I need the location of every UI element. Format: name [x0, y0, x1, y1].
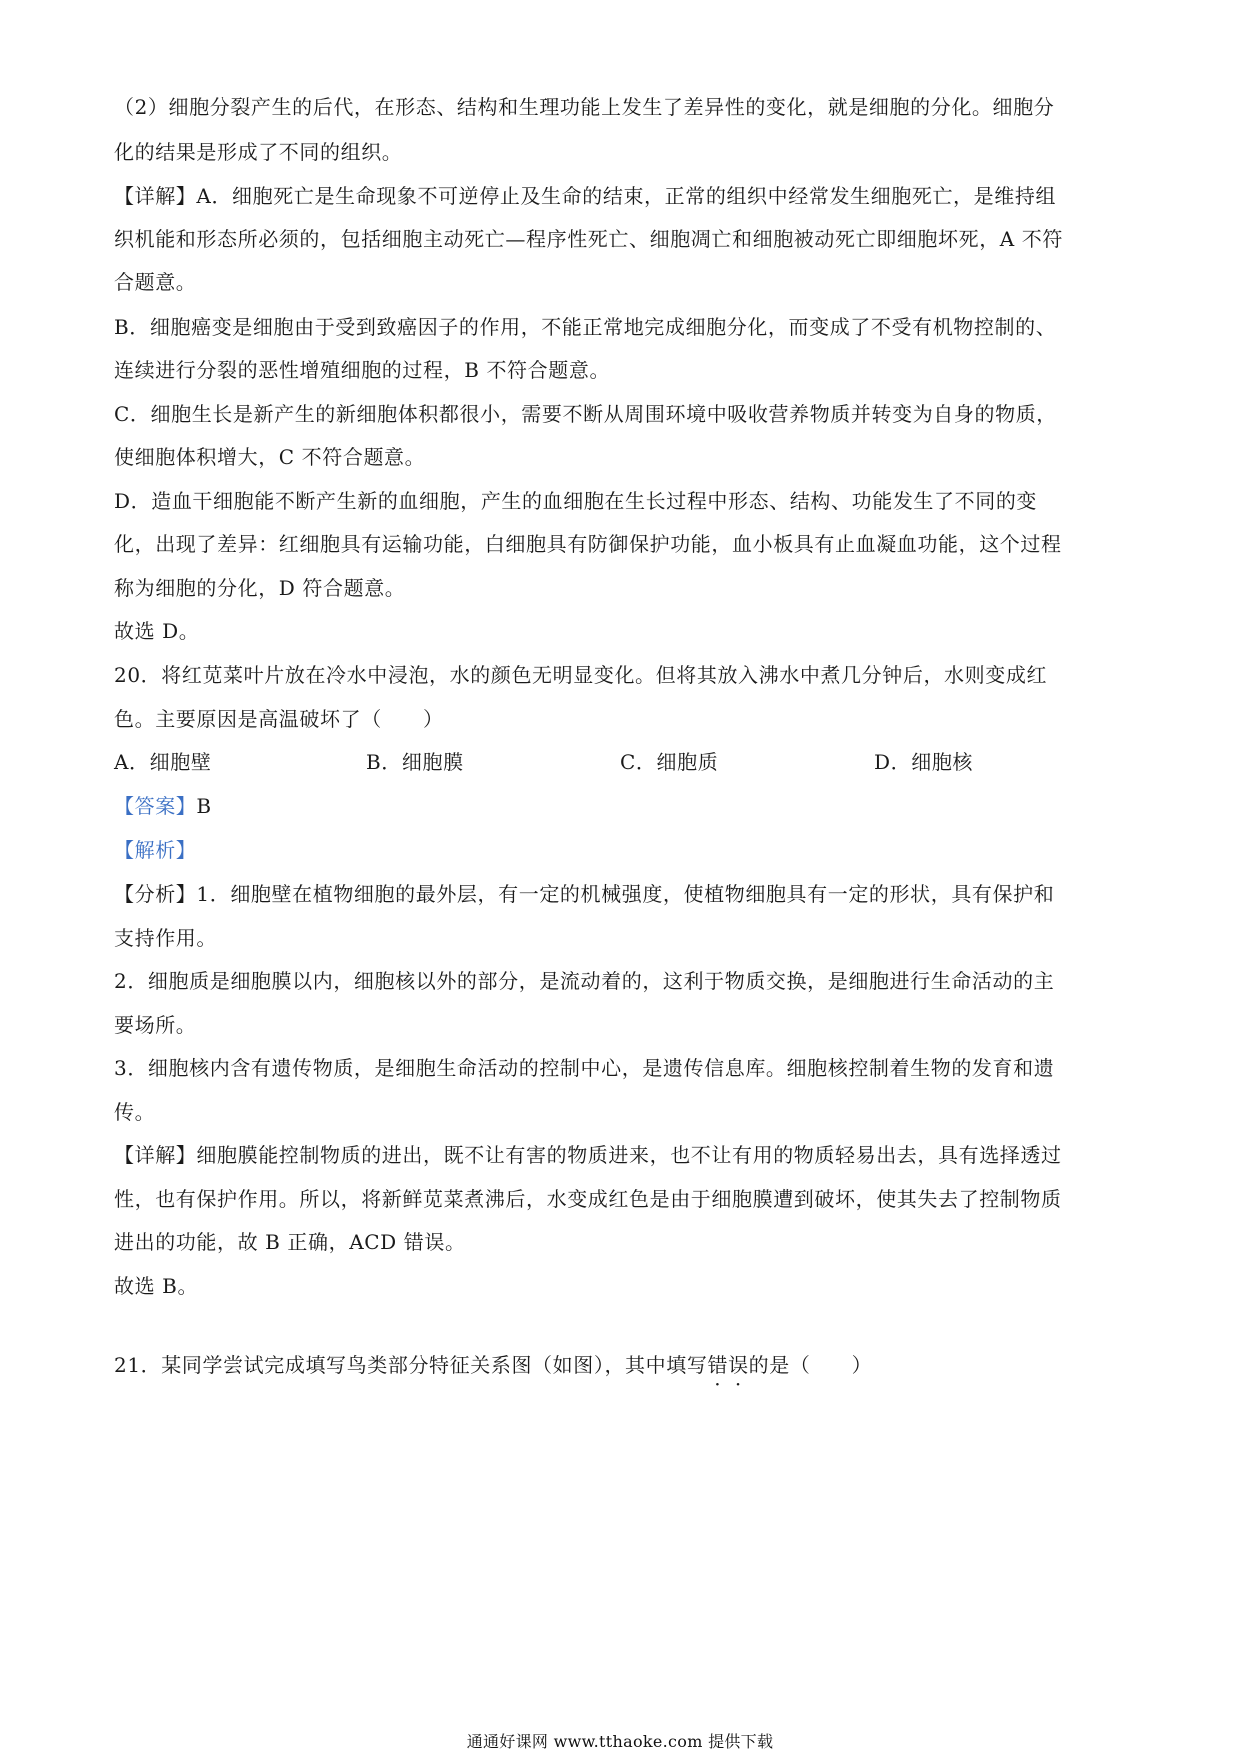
question-21-tail: 的是（ ） [748, 1353, 873, 1377]
text-line: D．造血干细胞能不断产生新的血细胞，产生的血细胞在生长过程中形态、结构、功能发生了不同的变 [114, 489, 1038, 513]
text-line: B．细胞癌变是细胞由于受到致癌因子的作用，不能正常地完成细胞分化，而变成了不受有机物控制的、 [114, 315, 1057, 339]
text-line: 连续进行分裂的恶性增殖细胞的过程，B 不符合题意。 [114, 358, 611, 382]
text-line: （2）细胞分裂产生的后代，在形态、结构和生理功能上发生了差异性的变化，就是细胞的分化。细胞分 [114, 95, 1055, 119]
text-line: 要场所。 [114, 1013, 197, 1037]
detail-paragraph-1 [114, 183, 1056, 209]
footer-watermark: 通通好课网 www.tthaoke.com 提供下载 [466, 1732, 774, 1751]
detail-label: 【详解】 [114, 184, 197, 208]
conclusion-line: 故选 B。 [114, 1274, 199, 1298]
analysis-paragraph-1 [114, 881, 1054, 907]
emphasis-char: 误 [728, 1353, 749, 1377]
text-line: 织机能和形态所必须的，包括细胞主动死亡—程序性死亡、细胞凋亡和细胞被动死亡即细胞坏死，A 不符 [114, 227, 1063, 251]
analysis-sub-label: 【分析】 [114, 882, 197, 906]
detail-text: 细胞膜能控制物质的进出，既不让有害的物质进来，也不让有用的物质轻易出去，具有选择透过 [196, 1143, 1062, 1167]
option-c: C．细胞质 [620, 750, 719, 774]
analysis-text: 1．细胞壁在植物细胞的最外层，有一定的机械强度，使植物细胞具有一定的形状，具有保护和 [196, 882, 1055, 906]
text-line: 支持作用。 [114, 926, 217, 950]
answer-label: 【答案】 [114, 794, 197, 818]
text-line: 传。 [114, 1100, 156, 1124]
answer-value: B [196, 794, 212, 818]
detail-paragraph-2 [114, 1142, 1062, 1168]
question-21-text: 21．某同学尝试完成填写鸟类部分特征关系图（如图），其中填写 [114, 1353, 708, 1377]
text-line: 使细胞体积增大，C 不符合题意。 [114, 445, 426, 469]
text-line: 2．细胞质是细胞膜以内，细胞核以外的部分，是流动着的，这利于物质交换，是细胞进行生命活动的主 [114, 969, 1055, 993]
text-line: 称为细胞的分化，D 符合题意。 [114, 576, 406, 600]
text-line: 合题意。 [114, 270, 197, 294]
question-21-line [114, 1352, 872, 1378]
text-line: 化的结果是形成了不同的组织。 [114, 140, 403, 164]
answer-line [114, 793, 212, 819]
text-line: C．细胞生长是新产生的新细胞体积都很小，需要不断从周围环境中吸收营养物质并转变为自身的物质， [114, 402, 1057, 426]
option-b: B．细胞膜 [366, 750, 464, 774]
question-20-line-1: 20．将红苋菜叶片放在冷水中浸泡，水的颜色无明显变化。但将其放入沸水中煮几分钟后，水则变成红 [114, 663, 1048, 687]
question-20-line-2: 色。主要原因是高温破坏了（ ） [114, 707, 444, 731]
detail-text: A．细胞死亡是生命现象不可逆停止及生命的结束，正常的组织中经常发生细胞死亡，是维持组 [196, 184, 1057, 208]
detail-label: 【详解】 [114, 1143, 197, 1167]
option-a: A．细胞壁 [114, 750, 212, 774]
text-line: 化，出现了差异：红细胞具有运输功能，白细胞具有防御保护功能，血小板具有止血凝血功能，这个过程 [114, 532, 1062, 556]
conclusion-line: 故选 D。 [114, 619, 200, 643]
text-line: 性，也有保护作用。所以，将新鲜苋菜煮沸后，水变成红色是由于细胞膜遭到破坏，使其失去了控制物质 [114, 1187, 1062, 1211]
text-line: 3．细胞核内含有遗传物质，是细胞生命活动的控制中心，是遗传信息库。细胞核控制着生物的发育和遗 [114, 1056, 1055, 1080]
text-line: 进出的功能，故 B 正确，ACD 错误。 [114, 1230, 466, 1254]
emphasis-char: 错 [707, 1353, 729, 1377]
option-d: D．细胞核 [874, 750, 974, 774]
analysis-label: 【解析】 [114, 838, 197, 862]
